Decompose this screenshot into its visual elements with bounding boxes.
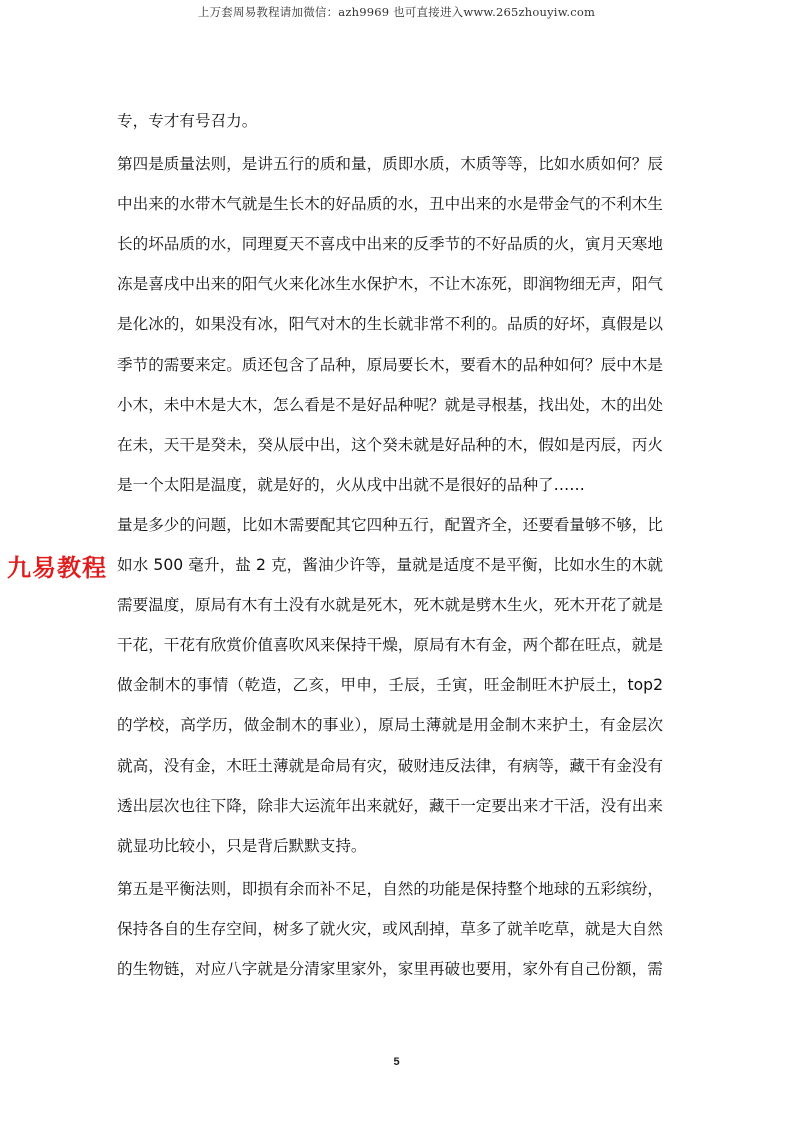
paragraph: 量是多少的问题，比如木需要配其它四种五行，配置齐全，还要看量够不够，比如水 500 毫升，盐 2 克，酱油少许等，量就是适度不是平衡，比如水生的木就需要温度，原局有木有土没有水就是死木，死木就是劈木生火，死木开花了就是干花，干花有欣赏价值喜吹风来保持干燥，原局有木有金，两个都在旺点，就是做金制木的事情（乾造，乙亥，甲申，壬辰，壬寅，旺金制旺木护辰土，top2 的学校，高学历，做金制木的事业），原局土薄就是用金制木来护土，有金层次就高，没有金，木旺土薄就是命局有灾，破财违反法律，有病等，藏干有金没有透出层次也往下降，除非大运流年出来就好，藏干一定要出来才干活，没有出来就显功比较小，只是背后默默支持。 [117, 515, 663, 855]
paragraph: 第四是质量法则，是讲五行的质和量，质即水质，木质等等，比如水质如何？辰中出来的水带木气就是生长木的好品质的水，丑中出来的水是带金气的不利木生长的坏品质的水，同理夏天不喜戌中出来的反季节的不好品质的火，寅月天寒地冻是喜戌中出来的阳气火来化冰生水保护木，不让木冻死，即润物细无声，阳气是化冰的，如果没有冰，阳气对木的生长就非常不利的。品质的好坏，真假是以季节的需要来定。质还包含了品种，原局要长木，要看木的品种如何？辰中木是小木，未中木是大木，怎么看是不是好品种呢？就是寻根基，找出处，木的出处在未，天干是癸未，癸从辰中出，这个癸未就是好品种的木，假如是丙辰，丙火是一个太阳是温度，就是好的，火从戌中出就不是很好的品种了…… [117, 155, 663, 494]
paragraph: 第五是平衡法则，即损有余而补不足，自然的功能是保持整个地球的五彩缤纷，保持各自的生存空间，树多了就火灾，或风刮掉，草多了就羊吃草，就是大自然的生物链，对应八字就是分清家里家外，家里再破也要用，家外有自己份额，需 [117, 879, 663, 978]
page-number: 5 [393, 1056, 400, 1068]
watermark-logo: 九易教程 [7, 554, 107, 582]
page-header: 上万套周易教程请加微信：azh9969 也可直接进入www.265zhouyiw.com [197, 5, 596, 19]
paragraph: 专，专才有号召力。 [117, 112, 258, 130]
document-body [117, 101, 663, 989]
